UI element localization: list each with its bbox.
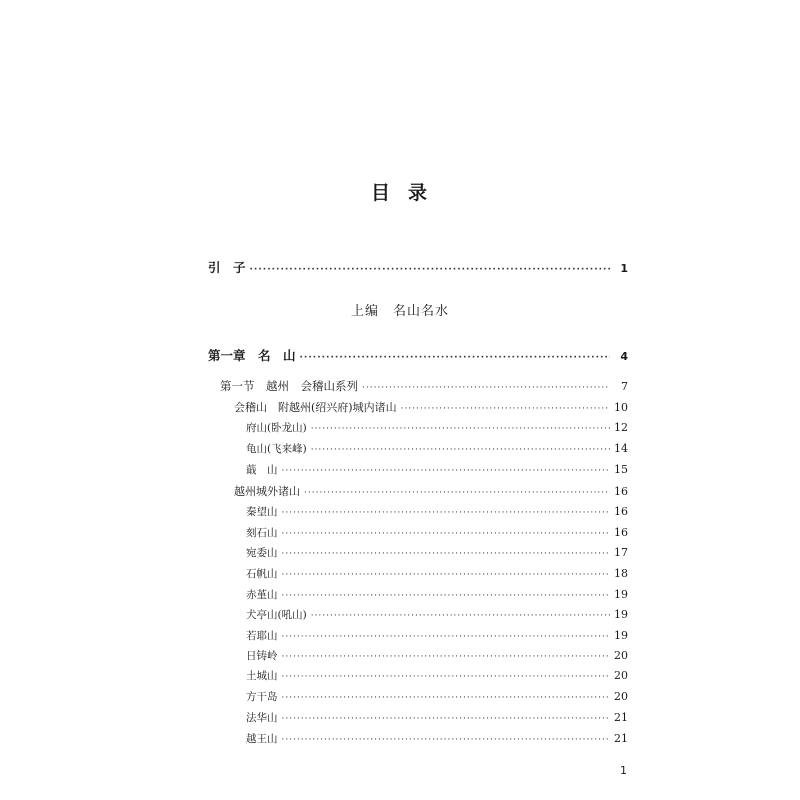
toc-page: 20: [614, 669, 628, 682]
toc-label: 若耶山: [246, 630, 278, 642]
toc-page: 15: [614, 463, 628, 476]
toc-page: 18: [614, 567, 628, 580]
toc-entry[interactable]: [246, 441, 628, 456]
part-title-second: 名山名水: [393, 304, 450, 319]
dot-leader: [282, 466, 611, 476]
toc-page: 20: [614, 690, 628, 703]
toc-page: 14: [614, 442, 628, 455]
dot-leader: [282, 549, 611, 559]
toc-label: 龟山(飞来峰): [246, 443, 307, 455]
toc-entry[interactable]: [246, 545, 628, 560]
dot-leader: [282, 508, 611, 518]
toc-label: 越州城外诸山: [234, 485, 300, 498]
toc-entry[interactable]: [246, 731, 628, 746]
toc-page: 16: [614, 505, 628, 518]
toc-page: 19: [614, 629, 628, 642]
dot-leader: [282, 529, 611, 539]
toc-label: 宛委山: [246, 547, 278, 559]
toc-entry[interactable]: [246, 566, 628, 581]
dot-leader: [282, 632, 611, 642]
dot-leader: [362, 383, 610, 393]
part-title-first: 上编: [350, 304, 379, 319]
toc-entry[interactable]: [246, 587, 628, 602]
toc-entry-chapter-1[interactable]: [208, 346, 628, 364]
page-title: [0, 178, 800, 205]
toc-label: 土城山: [246, 670, 278, 682]
dot-leader: [282, 570, 611, 580]
toc-entry[interactable]: [246, 420, 628, 435]
toc-label: 会稽山 附越州(绍兴府)城内诸山: [234, 401, 397, 414]
dot-leader: [311, 424, 610, 434]
toc-entry[interactable]: [246, 504, 628, 519]
toc-label: 赤堇山: [246, 589, 278, 601]
toc-page: 17: [614, 546, 628, 559]
toc-page: 16: [614, 485, 628, 498]
dot-leader: [304, 488, 610, 498]
toc-label: 越王山: [246, 733, 278, 745]
toc-label: 犬亭山(吼山): [246, 609, 307, 621]
toc-page: 4: [620, 350, 628, 363]
toc-entry[interactable]: [246, 628, 628, 643]
toc-entry[interactable]: [246, 462, 628, 477]
dot-leader: [282, 714, 611, 724]
toc-label: 日铸岭: [246, 650, 278, 662]
toc-label: 第一章 名 山: [208, 348, 296, 363]
dot-leader: [311, 445, 610, 455]
part-title: [0, 300, 800, 319]
toc-page: 10: [614, 401, 628, 414]
toc-page: 1: [620, 262, 628, 275]
dot-leader: [311, 611, 610, 621]
toc-page: 19: [614, 588, 628, 601]
toc-entry[interactable]: [246, 607, 628, 622]
toc-page: 19: [614, 608, 628, 621]
toc-entry-intro[interactable]: [208, 258, 628, 276]
toc-page: 16: [614, 526, 628, 539]
toc-entry-section-1[interactable]: [220, 378, 628, 394]
toc-label: 第一节 越州 会稽山系列: [220, 379, 358, 393]
toc-label: 石帆山: [246, 568, 278, 580]
toc-page: 12: [614, 421, 628, 434]
toc-label: 引 子: [208, 260, 246, 275]
toc-label: 蕺 山: [246, 464, 278, 476]
dot-leader: [250, 265, 610, 275]
page-number: 1: [620, 764, 627, 777]
dot-leader: [282, 693, 611, 703]
toc-entry[interactable]: [246, 668, 628, 683]
dot-leader: [282, 672, 611, 682]
toc-page: 20: [614, 649, 628, 662]
toc-label: 秦望山: [246, 506, 278, 518]
toc-entry[interactable]: [234, 483, 628, 499]
dot-leader: [282, 591, 611, 601]
dot-leader: [401, 404, 610, 414]
toc-label: 刻石山: [246, 527, 278, 539]
toc-entry[interactable]: [246, 689, 628, 704]
toc-page: 21: [614, 711, 628, 724]
dot-leader: [300, 353, 610, 363]
title-first-char: 目: [370, 182, 392, 204]
toc-label: 府山(卧龙山): [246, 422, 307, 434]
toc-entry[interactable]: [246, 710, 628, 725]
dot-leader: [282, 652, 611, 662]
toc-entry[interactable]: [246, 525, 628, 540]
toc-label: 方干岛: [246, 691, 278, 703]
title-second-char: 录: [408, 182, 430, 204]
toc-entry[interactable]: [246, 648, 628, 663]
dot-leader: [282, 735, 611, 745]
toc-page: 7: [621, 380, 628, 393]
toc-entry[interactable]: [234, 399, 628, 415]
toc-label: 法华山: [246, 712, 278, 724]
toc-page: 21: [614, 732, 628, 745]
